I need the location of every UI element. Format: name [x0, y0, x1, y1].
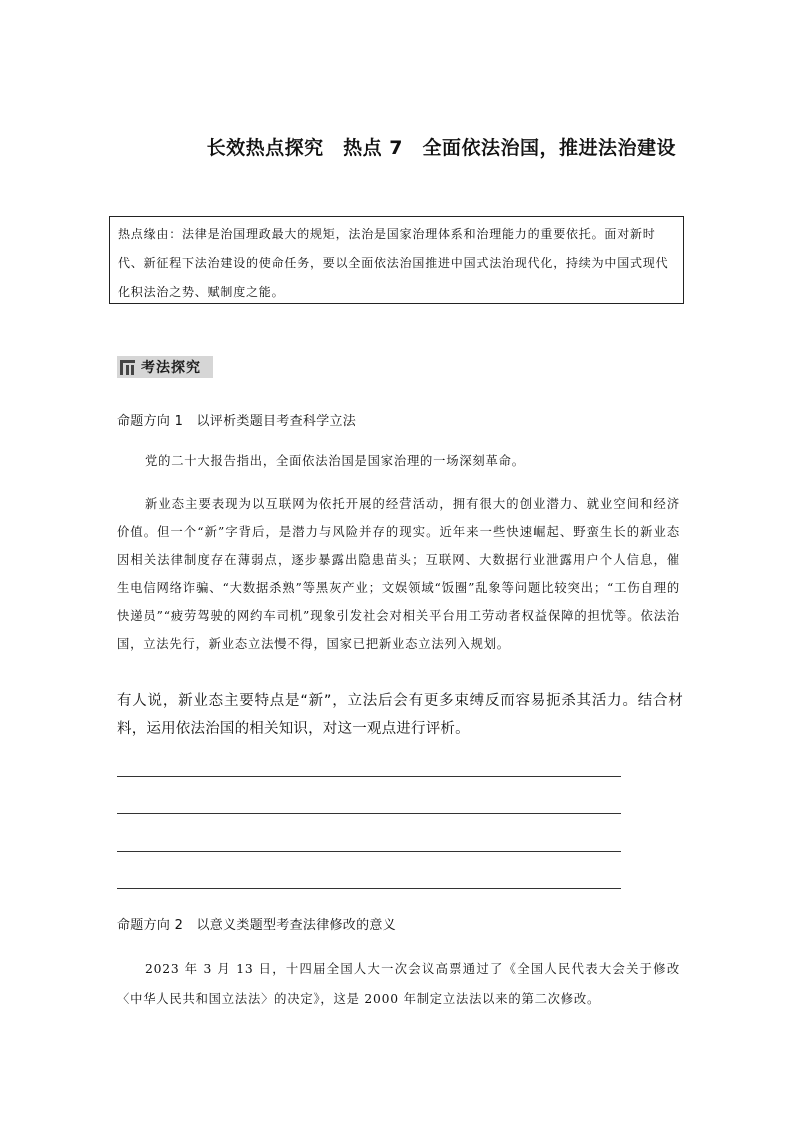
answer-line[interactable] [117, 813, 621, 814]
section-label: 考法探究 [141, 360, 201, 376]
hotspot-intro-box: 热点缘由：法律是治国理政最大的规矩，法治是国家治理体系和治理能力的重要依托。面对新时代、新征程下法治建设的使命任务，要以全面依法治国推进中国式法治现代化，持续为中国式现代化积法治之势、赋制度之能。 [109, 216, 684, 304]
material-paragraph-2: 新业态主要表现为以互联网为依托开展的经营活动，拥有很大的创业潜力、就业空间和经济价值。但一个“新”字背后，是潜力与风险并存的现实。近年来一些快速崛起、野蛮生长的新业态因相关法律制度存在薄弱点，逐步暴露出隐患苗头；互联网、大数据行业泄露用户个人信息，催生电信网络诈骗、“大数据杀熟”等黑灰产业；文娱领域“饭圈”乱象等问题比较突出；“工伤自理的快递员”“疲劳驾驶的网约车司机”现象引发社会对相关平台用工劳动者权益保障的担忧等。依法治国，立法先行，新业态立法慢不得，国家已把新业态立法列入规划。 [117, 497, 680, 651]
answer-line[interactable] [117, 776, 621, 777]
page-title: 长效热点探究 热点 7 全面依法治国，推进法治建设 [206, 137, 676, 159]
direction-2-heading: 命题方向 2 以意义类题型考查法律修改的意义 [117, 918, 397, 933]
section-marker-icon [120, 360, 135, 375]
question-text: 有人说，新业态主要特点是“新”，立法后会有更多束缚反而容易扼杀其活力。结合材料，运用依法治国的相关知识，对这一观点进行评析。 [117, 693, 683, 737]
section-header [117, 356, 213, 378]
answer-line[interactable] [117, 888, 621, 889]
material-paragraph-1: 党的二十大报告指出，全面依法治国是国家治理的一场深刻革命。 [145, 454, 525, 468]
answer-line[interactable] [117, 851, 621, 852]
material-paragraph-3: 2023 年 3 月 13 日，十四届全国人大一次会议高票通过了《全国人民代表大会关于修改〈中华人民共和国立法法〉的决定》，这是 2000 年制定立法法以来的第二次修改。 [117, 962, 680, 1006]
direction-1-heading: 命题方向 1 以评析类题目考查科学立法 [117, 414, 357, 429]
